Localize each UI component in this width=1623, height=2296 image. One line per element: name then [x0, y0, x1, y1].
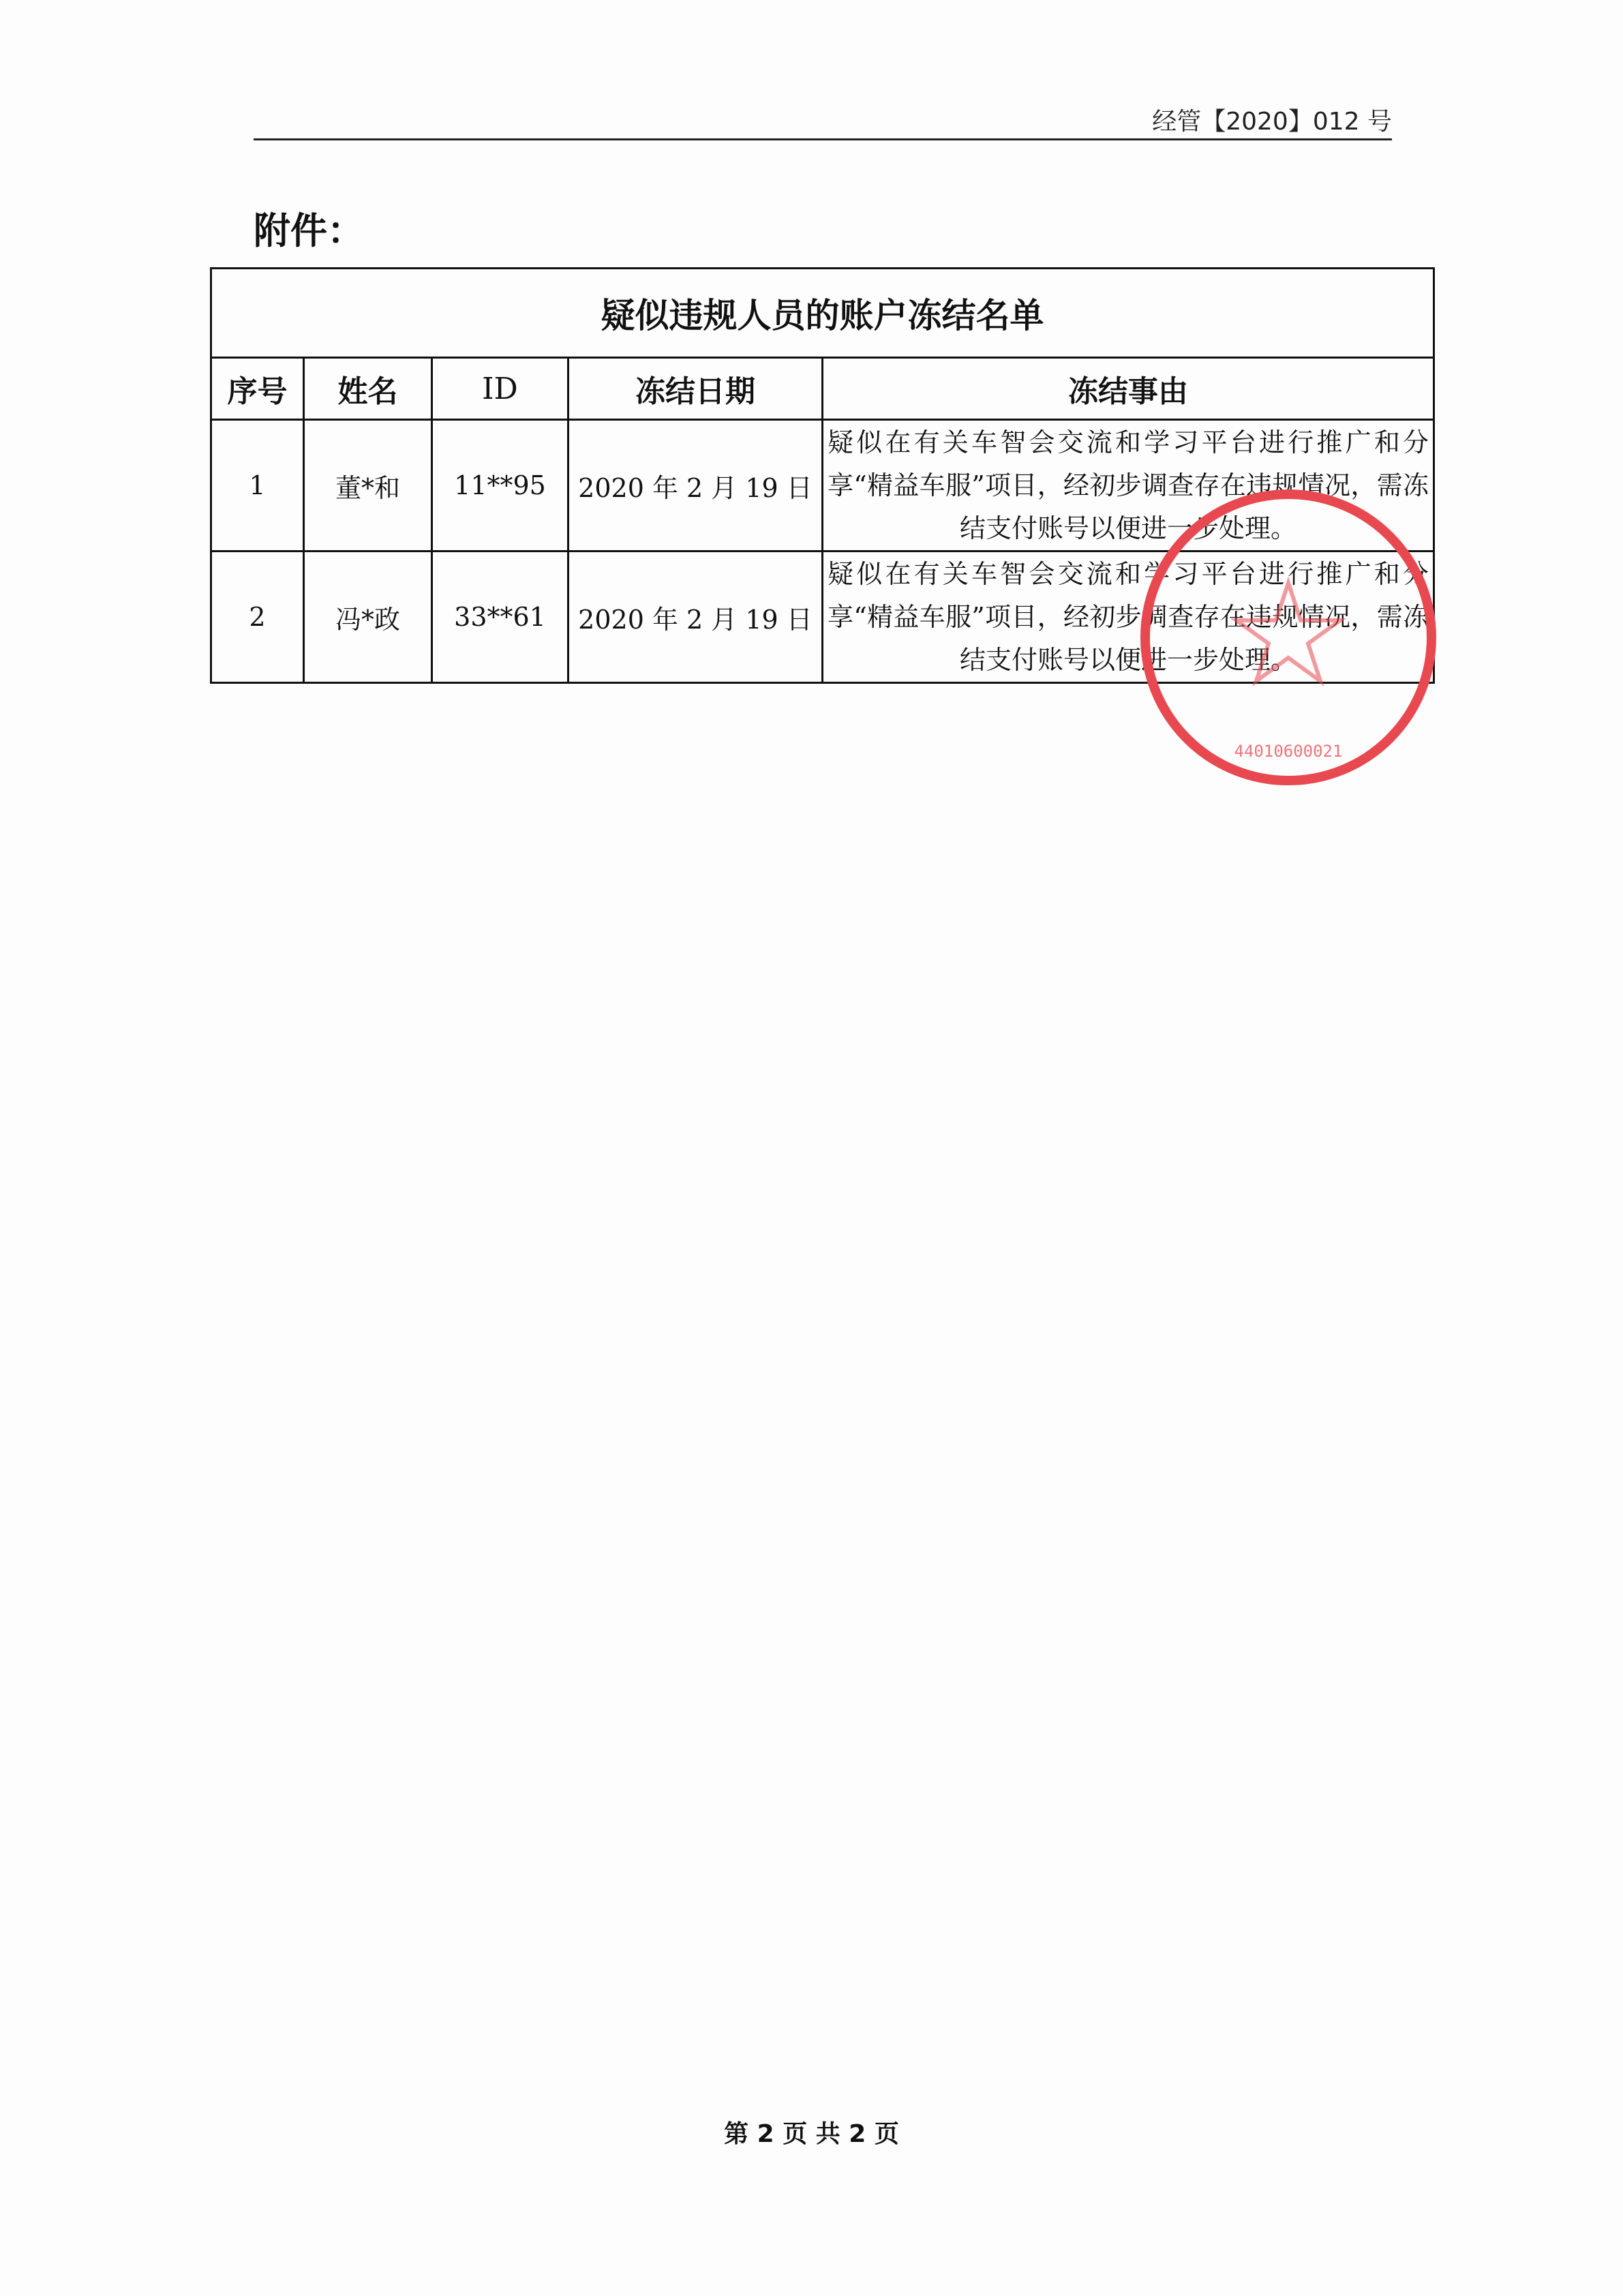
table-header-row	[211, 358, 1434, 420]
column-header-serial: 序号	[211, 358, 304, 420]
page-footer: 第 2 页 共 2 页	[724, 2120, 899, 2148]
cell-reason: 疑似在有关车智会交流和学习平台进行推广和分享“精益车服”项目，经初步调查存在违规情况，需冻结支付账号以便进一步处理。	[823, 420, 1434, 552]
cell-name: 冯*政	[304, 552, 432, 683]
column-header-name: 姓名	[304, 358, 432, 420]
cell-id: 33**61	[432, 552, 568, 683]
table-row	[211, 552, 1434, 683]
cell-serial: 1	[211, 420, 304, 552]
cell-serial: 2	[211, 552, 304, 683]
table-title: 疑似违规人员的账户冻结名单	[211, 269, 1434, 358]
cell-id: 11**95	[432, 420, 568, 552]
seal-serial-number: 44010600021	[1234, 742, 1343, 761]
document-number: 经管【2020】012 号	[1152, 108, 1392, 136]
header-rule	[254, 138, 1392, 140]
frozen-accounts-table	[210, 267, 1435, 684]
column-header-id: ID	[432, 358, 568, 420]
column-header-date: 冻结日期	[568, 358, 823, 420]
cell-date: 2020 年 2 月 19 日	[568, 552, 823, 683]
cell-name: 董*和	[304, 420, 432, 552]
cell-reason: 疑似在有关车智会交流和学习平台进行推广和分享“精益车服”项目，经初步调查存在违规情况，需冻结支付账号以便进一步处理。	[823, 552, 1434, 683]
table-row	[211, 420, 1434, 552]
attachment-label: 附件：	[254, 209, 364, 252]
column-header-reason: 冻结事由	[823, 358, 1434, 420]
cell-date: 2020 年 2 月 19 日	[568, 420, 823, 552]
